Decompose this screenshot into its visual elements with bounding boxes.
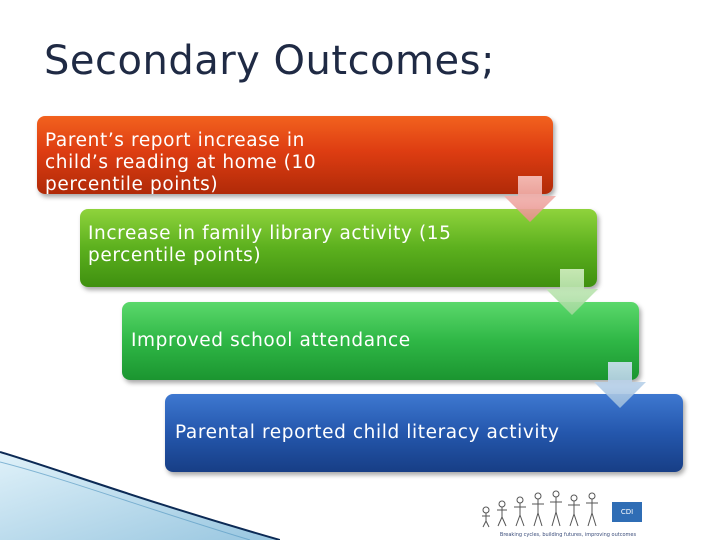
down-arrow-icon	[592, 362, 648, 408]
organization-logo	[476, 488, 656, 538]
outcome-step-label: Increase in family library activity (15 percentile points)	[88, 223, 452, 266]
children-figures-icon	[476, 488, 616, 528]
logo-badge: CDI	[612, 502, 642, 522]
slide-title: Secondary Outcomes;	[44, 38, 495, 84]
logo-tagline: Breaking cycles, building futures, improving outcomes	[499, 532, 637, 538]
down-arrow-icon	[502, 176, 558, 222]
decorative-swoosh	[0, 440, 280, 540]
outcome-step-reading-at-home	[37, 116, 553, 194]
outcome-step-label: Improved school attendance	[131, 330, 411, 351]
outcome-step-label: Parent’s report increase in child’s reading at home (10 percentile points)	[45, 130, 317, 195]
outcome-step-label: Parental reported child literacy activity	[175, 422, 560, 443]
down-arrow-icon	[544, 269, 600, 315]
